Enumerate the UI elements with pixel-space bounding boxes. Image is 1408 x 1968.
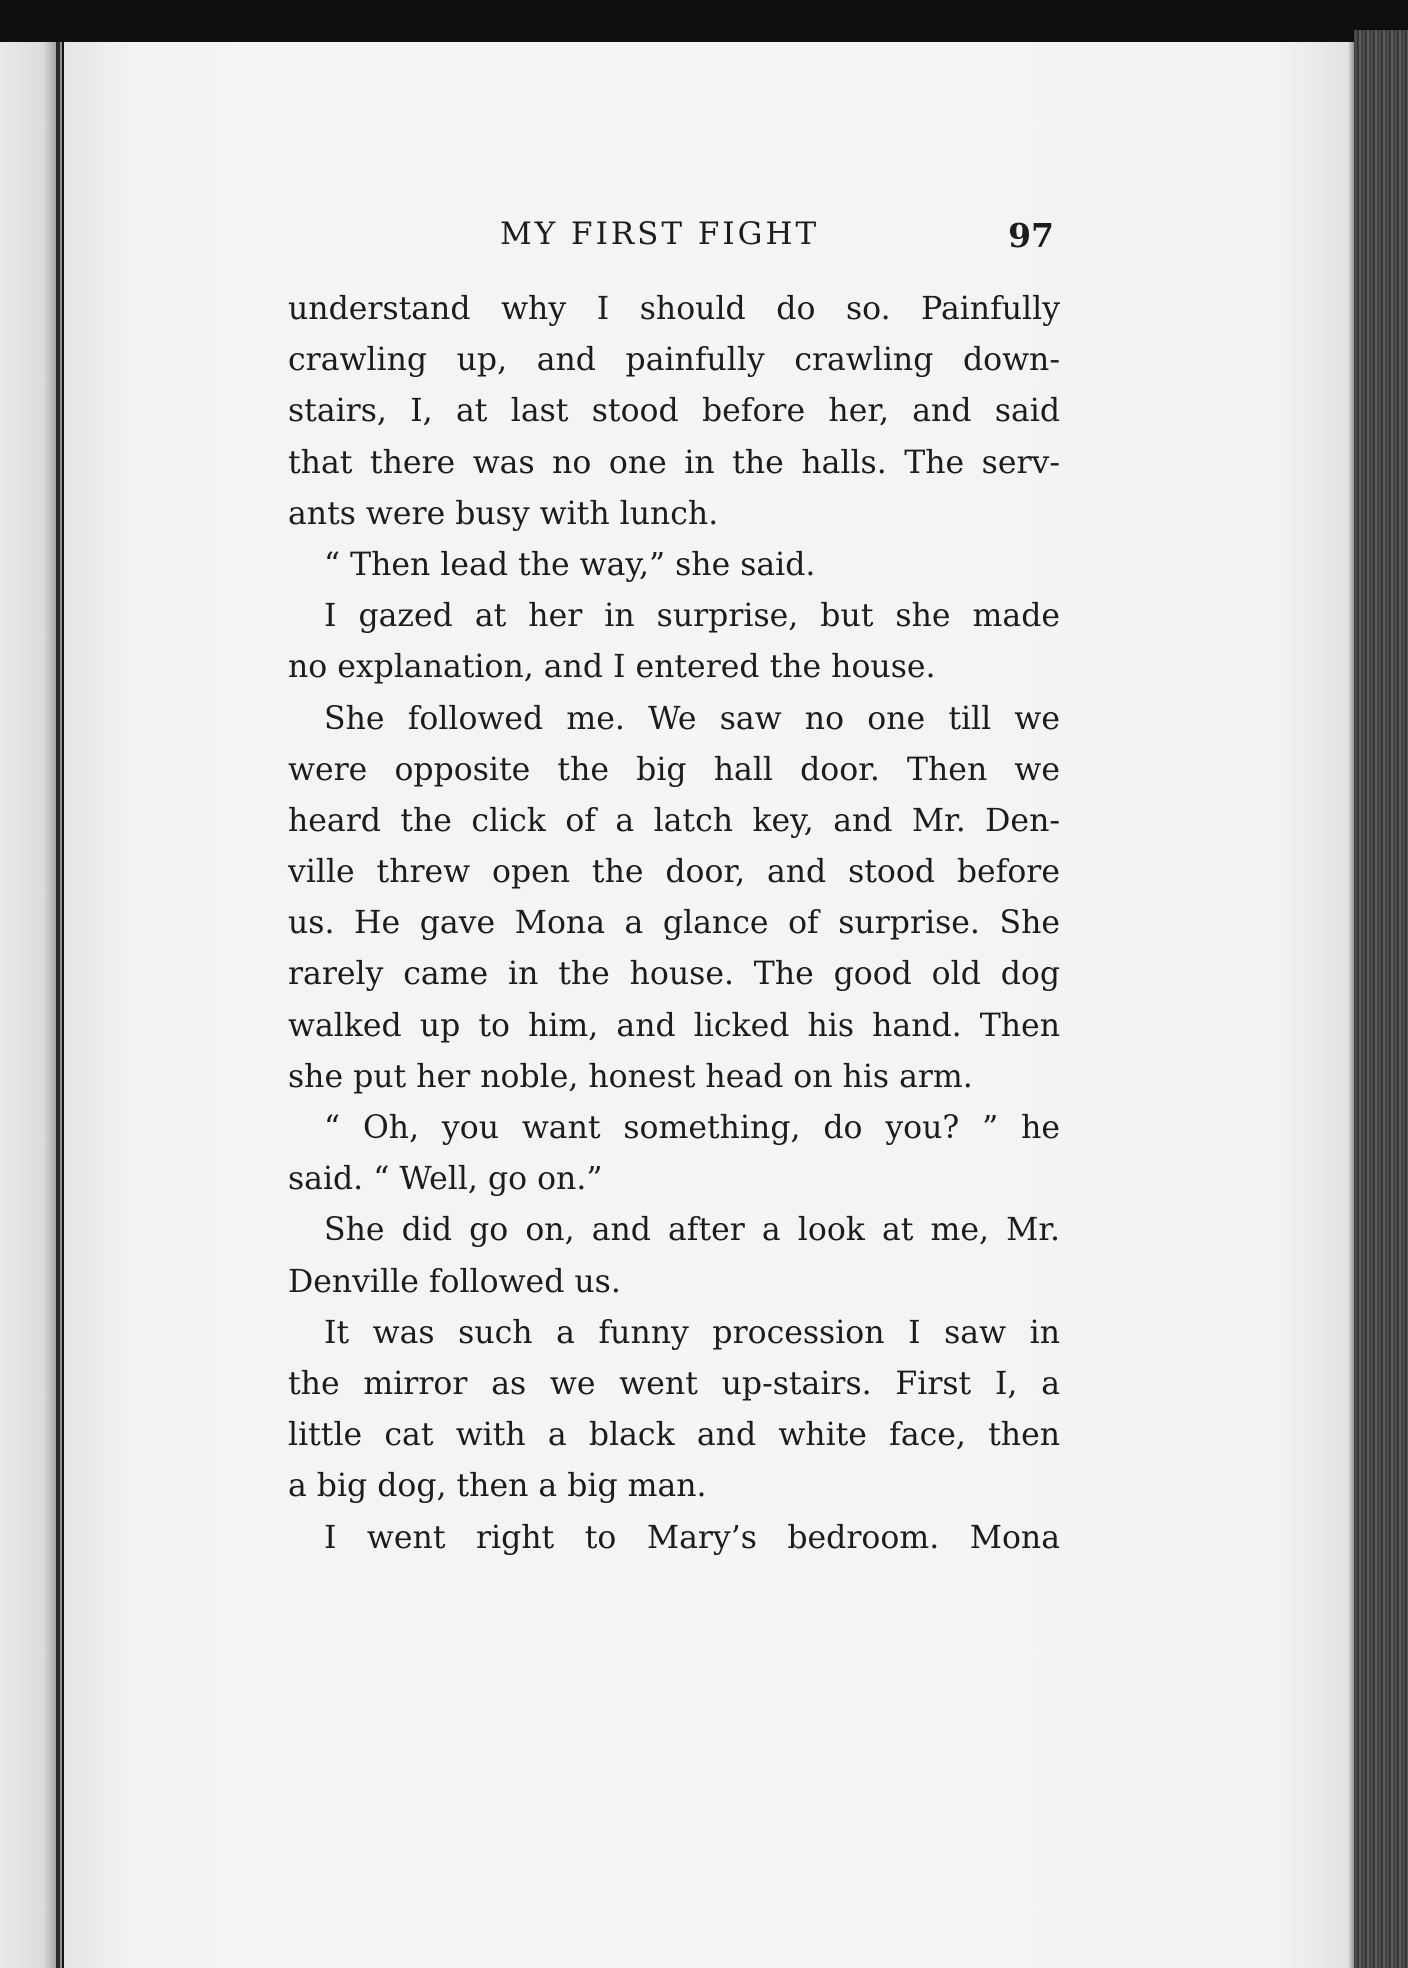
text-line: ville threw open the door, and stood before bbox=[288, 854, 1060, 891]
text-line: “ Oh, you want something, do you? ” he bbox=[324, 1110, 1060, 1146]
text-line: I went right to Mary’s bedroom. Mona bbox=[324, 1519, 1060, 1556]
text-line: no explanation, and I entered the house. bbox=[288, 649, 936, 686]
text-line: Denville followed us. bbox=[288, 1263, 621, 1300]
text-line: heard the click of a latch key, and Mr. Den- bbox=[288, 802, 1060, 839]
text-line: that there was no one in the halls. The serv- bbox=[288, 444, 1060, 481]
text-line: I gazed at her in surprise, but she made bbox=[324, 598, 1060, 635]
text-line: “ Then lead the way,” she said. bbox=[324, 546, 816, 583]
text-line: She did go on, and after a look at me, Mr. bbox=[324, 1212, 1060, 1249]
text-line: she put her noble, honest head on his arm. bbox=[288, 1058, 973, 1095]
running-head bbox=[290, 216, 1060, 266]
text-line: a big dog, then a big man. bbox=[288, 1468, 707, 1505]
facing-page-edge bbox=[0, 0, 62, 1968]
text-line: She followed me. We saw no one till we bbox=[324, 700, 1060, 737]
page-number: 97 bbox=[1008, 216, 1054, 255]
text-line: were opposite the big hall door. Then we bbox=[288, 751, 1060, 788]
running-head-title: MY FIRST FIGHT bbox=[500, 216, 820, 252]
text-line: It was such a funny procession I saw in bbox=[324, 1314, 1060, 1351]
scan-top-border bbox=[0, 0, 1408, 42]
text-line: us. He gave Mona a glance of surprise. She bbox=[288, 905, 1060, 942]
gutter-line bbox=[56, 40, 60, 1968]
text-line: understand why I should do so. Painfully bbox=[288, 291, 1060, 327]
text-line: ants were busy with lunch. bbox=[288, 495, 719, 532]
text-line: rarely came in the house. The good old dog bbox=[288, 956, 1060, 993]
text-line: stairs, I, at last stood before her, and said bbox=[288, 393, 1060, 430]
body-text bbox=[288, 284, 1060, 1564]
text-line: walked up to him, and licked his hand. Then bbox=[288, 1007, 1060, 1044]
text-line: the mirror as we went up-stairs. First I, a bbox=[288, 1365, 1060, 1402]
text-line: said. “ Well, go on.” bbox=[288, 1161, 603, 1198]
book-fore-edge bbox=[1354, 30, 1408, 1968]
text-line: crawling up, and painfully crawling down- bbox=[288, 342, 1060, 379]
text-line: little cat with a black and white face, then bbox=[288, 1417, 1060, 1454]
